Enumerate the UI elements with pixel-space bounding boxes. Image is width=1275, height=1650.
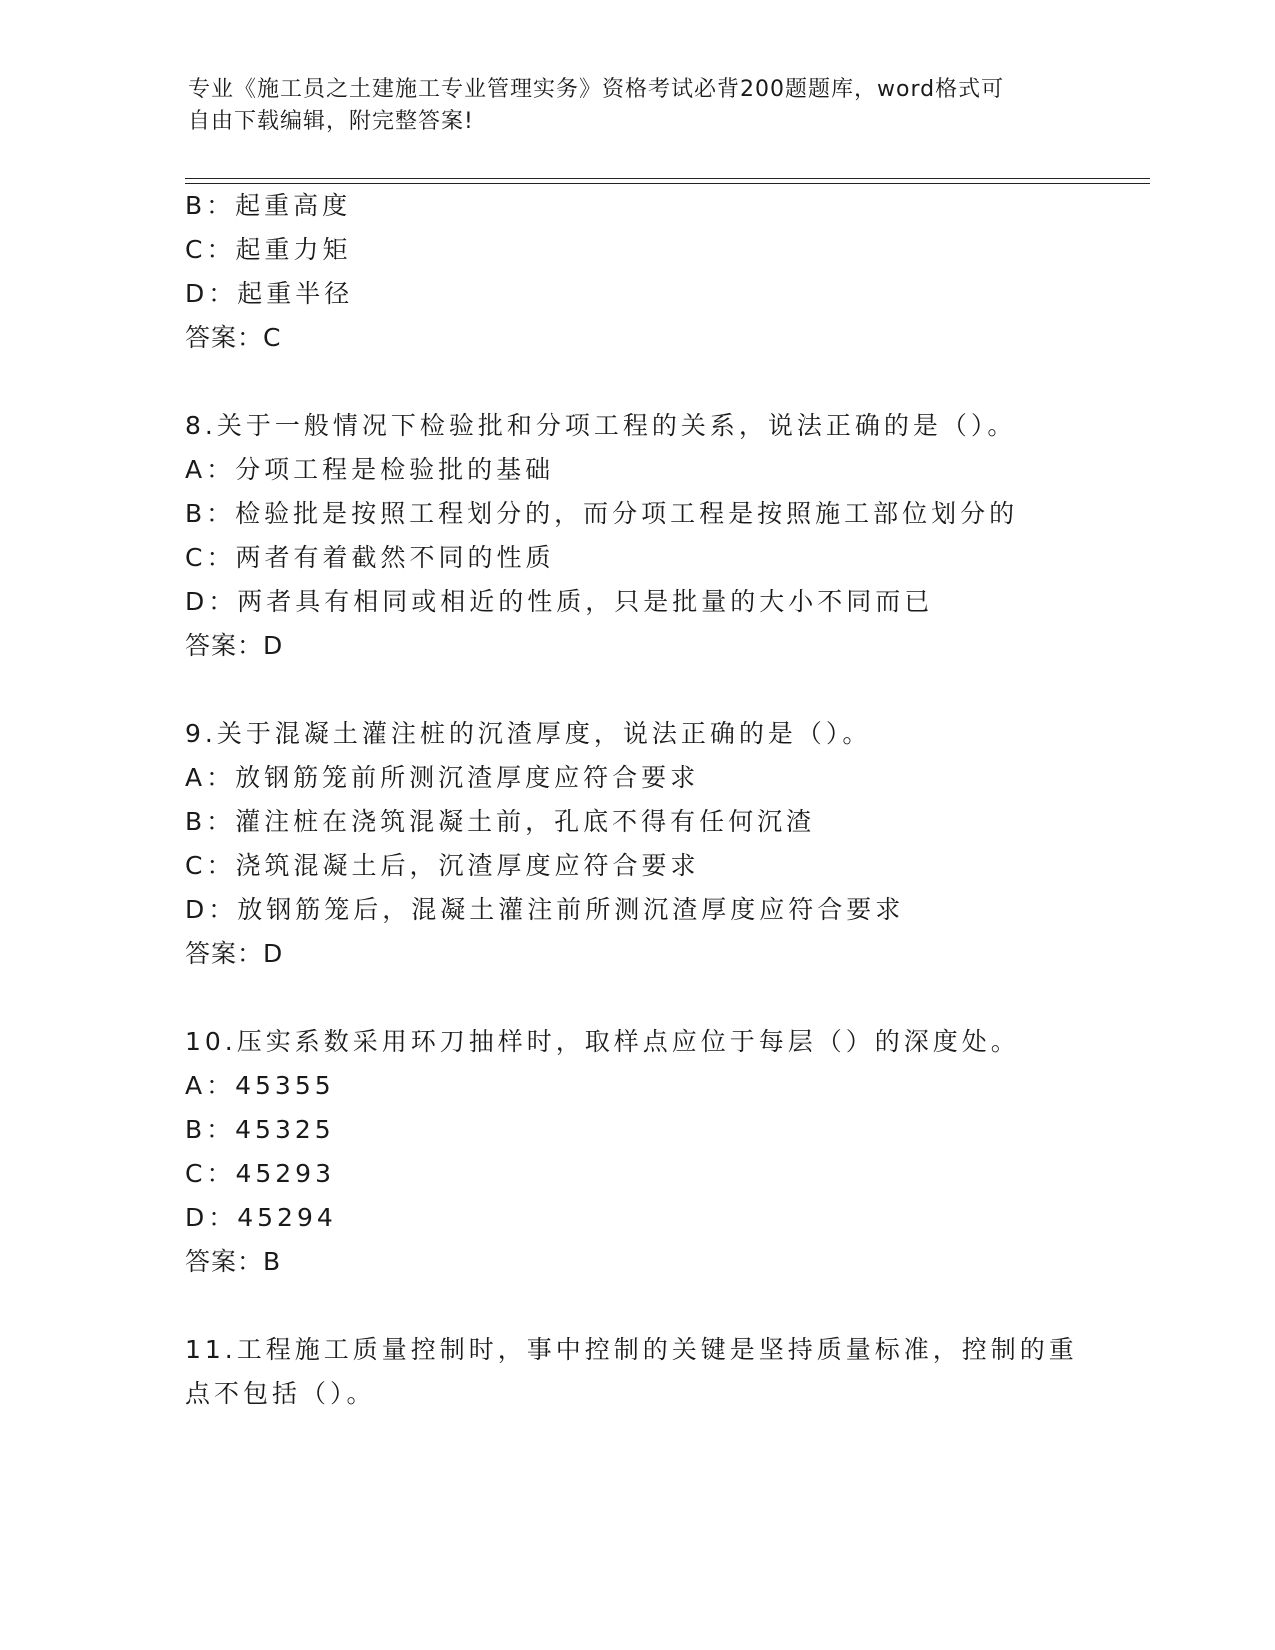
q9-option-a: A：放钢筋笼前所测沉渣厚度应符合要求 — [185, 763, 700, 792]
q9-title: 9.关于混凝土灌注桩的沉渣厚度，说法正确的是（）。 — [185, 719, 872, 748]
header-rule-top — [185, 178, 1150, 179]
q8-title: 8.关于一般情况下检验批和分项工程的关系，说法正确的是（）。 — [185, 411, 1017, 440]
q9-option-d: D：放钢筋笼后，混凝土灌注前所测沉渣厚度应符合要求 — [185, 895, 905, 924]
q8-option-b: B：检验批是按照工程划分的，而分项工程是按照施工部位划分的 — [185, 499, 1019, 528]
q10-title: 10.压实系数采用环刀抽样时，取样点应位于每层（）的深度处。 — [185, 1027, 1020, 1056]
q11-title-line-2: 点不包括（）。 — [185, 1379, 376, 1408]
header-line-1: 专业《施工员之土建施工专业管理实务》资格考试必背200题题库，word格式可 — [188, 77, 1005, 102]
q10-option-a: A：45355 — [185, 1071, 335, 1100]
q8-option-d: D：两者具有相同或相近的性质，只是批量的大小不同而已 — [185, 587, 934, 616]
q7-option-b: B：起重高度 — [185, 191, 352, 220]
q10-answer: 答案：B — [185, 1247, 282, 1276]
q10-option-c: C：45293 — [185, 1159, 335, 1188]
q7-option-c: C：起重力矩 — [185, 235, 352, 264]
header-line-2: 自由下载编辑，附完整答案! — [188, 109, 474, 134]
q8-answer: 答案：D — [185, 631, 284, 660]
q9-answer: 答案：D — [185, 939, 284, 968]
q8-option-c: C：两者有着截然不同的性质 — [185, 543, 555, 572]
q10-option-b: B：45325 — [185, 1115, 335, 1144]
q8-option-a: A：分项工程是检验批的基础 — [185, 455, 555, 484]
q10-option-d: D：45294 — [185, 1203, 337, 1232]
header-rule-bottom — [185, 183, 1150, 184]
q9-option-b: B：灌注桩在浇筑混凝土前，孔底不得有任何沉渣 — [185, 807, 816, 836]
document-header — [188, 74, 1088, 138]
q7-option-d: D：起重半径 — [185, 279, 354, 308]
q7-answer: 答案：C — [185, 323, 282, 352]
q11-title-line-1: 11.工程施工质量控制时，事中控制的关键是坚持质量标准，控制的重 — [185, 1335, 1078, 1364]
q9-option-c: C：浇筑混凝土后，沉渣厚度应符合要求 — [185, 851, 700, 880]
